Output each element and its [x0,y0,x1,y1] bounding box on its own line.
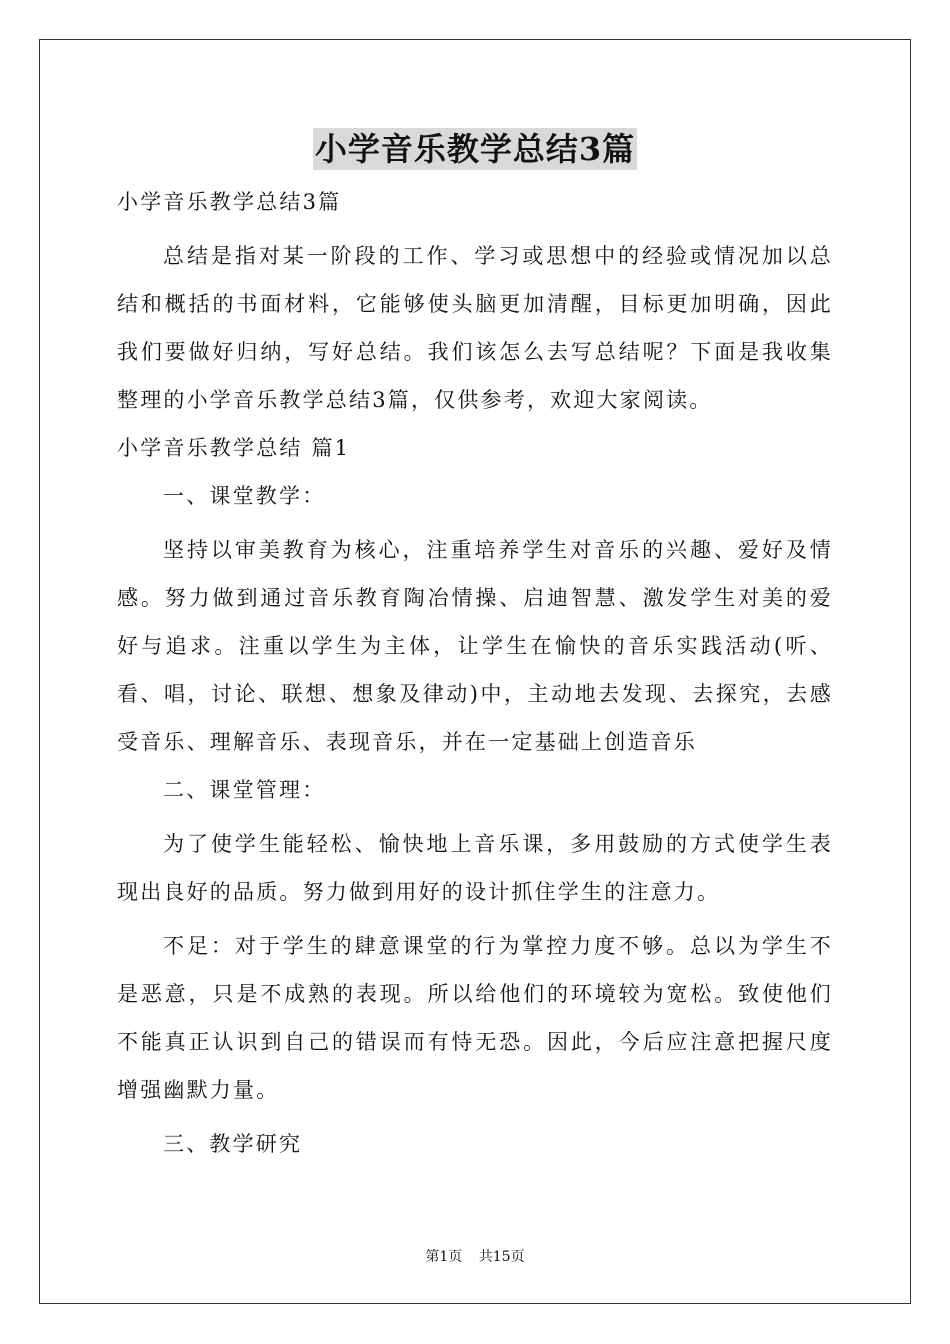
heading-classroom-teaching: 一、课堂教学： [163,484,326,508]
page-footer [0,1246,950,1266]
paragraph-shortcomings: 不足：对于学生的肆意课堂的行为掌控力度不够。总以为学生不是恶意，只是不成熟的表现。所以给他们的环境较为宽松。致使他们不能真正认识到自己的错误而有恃无恐。因此，今后应注意把握尺度增强幽默力量。 [117,934,833,1102]
document-title [0,128,950,170]
document-title-text: 小学音乐教学总结3篇 [314,130,636,168]
document-body [117,178,833,1168]
page-number: 第1页 [425,1249,463,1265]
heading-teaching-research: 三、教学研究 [163,1132,303,1156]
intro-paragraph: 总结是指对某一阶段的工作、学习或思想中的经验或情况加以总结和概括的书面材料，它能够使头脑更加清醒，目标更加明确，因此我们要做好归纳，写好总结。我们该怎么去写总结呢？下面是我收集整理的小学音乐教学总结3篇，仅供参考，欢迎大家阅读。 [117,244,833,412]
subtitle-line: 小学音乐教学总结3篇 [117,190,342,214]
paragraph-classroom-management: 为了使学生能轻松、愉快地上音乐课，多用鼓励的方式使学生表现出良好的品质。努力做到用好的设计抓住学生的注意力。 [117,832,833,904]
paragraph-classroom-teaching: 坚持以审美教育为核心，注重培养学生对音乐的兴趣、爱好及情感。努力做到通过音乐教育陶冶情操、启迪智慧、激发学生对美的爱好与追求。注重以学生为主体，让学生在愉快的音乐实践活动(听、看、唱，讨论、联想、想象及律动)中，主动地去发现、去探究，去感受音乐、理解音乐、表现音乐，并在一定基础上创造音乐 [117,538,833,754]
heading-classroom-management: 二、课堂管理： [163,778,326,802]
total-pages: 共15页 [478,1249,525,1265]
section-title: 小学音乐教学总结 篇1 [117,436,351,460]
